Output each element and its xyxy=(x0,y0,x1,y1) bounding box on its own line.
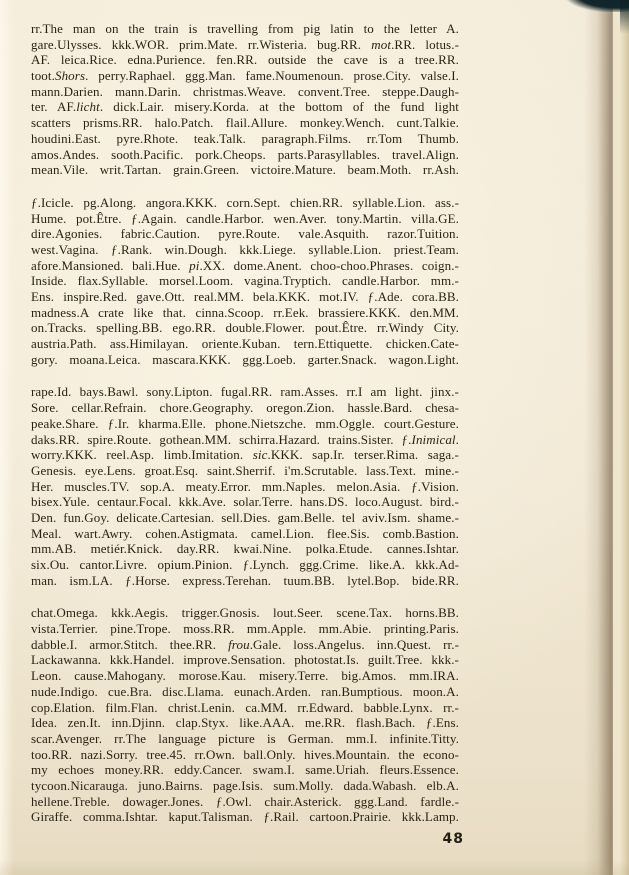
page-crease-shadow xyxy=(584,0,614,875)
page-number: 48 xyxy=(442,831,464,847)
text-line: gare.Ulysses. kkk.WOR. prim.Mate. rr.Wisteria. bug.RR. mot.RR. lotus.- xyxy=(31,36,459,52)
text-line: cop.Elation. film.Flan. christ.Lenin. ca.MM. rr.Edward. babble.Lynx. rr.- xyxy=(31,699,459,715)
text-line: amos.Andes. sooth.Pacific. pork.Cheops. parts.Parasyllables. travel.Align. xyxy=(31,146,459,162)
text-line: Leon. cause.Mahogany. morose.Kau. misery.Terre. big.Amos. mm.IRA. xyxy=(31,668,459,684)
text-line: rape.Id. bays.Bawl. sony.Lipton. fugal.RR. ram.Asses. rr.I am light. jinx.- xyxy=(31,384,459,400)
text-line: gory. moana.Leica. mascara.KKK. ggg.Loeb. garter.Snack. wagon.Light. xyxy=(31,351,459,367)
scan-corner-shadow xyxy=(620,0,629,34)
text-line: hellene.Treble. dowager.Jones. ƒ.Owl. chair.Asterick. ggg.Land. fardle.- xyxy=(31,793,459,809)
text-line: scar.Avenger. rr.The language picture is German. mm.I. infinite.Titty. xyxy=(31,730,459,746)
text-line: madness.A crate like that. cinna.Scoop. rr.Eek. brassiere.KKK. den.MM. xyxy=(31,304,459,320)
text-line: austria.Path. ass.Himilayan. oriente.Kuban. tern.Ettiquette. chicken.Cate- xyxy=(31,336,459,352)
page-bottom-shadow xyxy=(0,859,629,875)
text-line: Sore. cellar.Refrain. chore.Geography. oregon.Zion. hassle.Bard. chesa- xyxy=(31,400,459,416)
paragraph xyxy=(31,195,459,368)
text-line: mm.AB. metiér.Knick. day.RR. kwai.Nine. polka.Etude. cannes.Ishtar. xyxy=(31,541,459,557)
text-line: Genesis. eye.Lens. groat.Esq. saint.Sherrif. i'm.Scrutable. lass.Text. mine.- xyxy=(31,462,459,478)
paragraph xyxy=(31,384,459,588)
text-line: tycoon.Nicarauga. juno.Bairns. page.Isis. sum.Molly. dada.Wabash. elb.A. xyxy=(31,777,459,793)
paragraph xyxy=(31,605,459,825)
text-line: chat.Omega. kkk.Aegis. trigger.Gnosis. lout.Seer. scene.Tax. horns.BB. xyxy=(31,605,459,621)
text-line: on.Tracks. spelling.BB. ego.RR. double.Flower. pout.Être. rr.Windy City. xyxy=(31,320,459,336)
text-line: rr.The man on the train is travelling from pig latin to the letter A. xyxy=(31,21,459,36)
text-line: my echoes money.RR. eddy.Cancer. swam.I. same.Uriah. fleurs.Essence. xyxy=(31,762,459,778)
text-line: Den. fun.Goy. delicate.Cartesian. sell.Dies. gam.Belle. tel aviv.Ism. shame.- xyxy=(31,509,459,525)
text-line: man. ism.LA. ƒ.Horse. express.Terehan. tuum.BB. lytel.Bop. bide.RR. xyxy=(31,572,459,588)
text-line: peake.Share. ƒ.Ir. kharma.Elle. phone.Nietszche. mm.Oggle. court.Gesture. xyxy=(31,415,459,431)
text-line: scatters prisms.RR. halo.Patch. flail.Allure. monkey.Wench. cunt.Talkie. xyxy=(31,115,459,131)
text-line: houdini.East. pyre.Rhote. teak.Talk. paragraph.Films. rr.Tom Thumb. xyxy=(31,130,459,146)
text-line: Inside. flax.Syllable. morsel.Loom. vagina.Tryptich. candle.Harbor. mm.- xyxy=(31,273,459,289)
text-line: Giraffe. comma.Ishtar. kaput.Talisman. ƒ.Rail. cartoon.Prairie. kkk.Lamp. xyxy=(31,809,459,825)
text-line: Ens. inspire.Red. gave.Ott. real.MM. bela.KKK. mot.IV. ƒ.Ade. cora.BB. xyxy=(31,289,459,304)
text-line: dabble.I. armor.Stitch. thee.RR. frou.Gale. loss.Angelus. inn.Quest. rr.- xyxy=(31,636,459,652)
text-line: Lackawanna. kkk.Handel. improve.Sensation. photostat.Is. guilt.Tree. kkk.- xyxy=(31,652,459,668)
text-line: mean.Vile. writ.Tartan. grain.Green. victoire.Mature. beam.Moth. rr.Ash. xyxy=(31,162,459,178)
text-line: Hume. pot.Être. ƒ.Again. candle.Harbor. wen.Aver. tony.Martin. villa.GE. xyxy=(31,210,459,226)
text-line: too.RR. nazi.Sorry. tree.45. rr.Own. ball.Only. hives.Mountain. the econo- xyxy=(31,746,459,762)
text-line: ter. AF.licht. dick.Lair. misery.Korda. at the bottom of the fund light xyxy=(31,99,460,115)
text-line: daks.RR. spire.Route. gothean.MM. schirra.Hazard. trains.Sister. ƒ.Inimical. xyxy=(31,431,459,447)
text-line: Her. muscles.TV. sop.A. meaty.Error. mm.Naples. melon.Asia. ƒ.Vision. xyxy=(31,478,459,494)
adjacent-page-edge xyxy=(613,0,629,875)
text-line: afore.Mansioned. bali.Hue. pi.XX. dome.Anent. choo-choo.Phrases. coign.- xyxy=(31,257,459,273)
text-line: nude.Indigo. cue.Bra. disc.Llama. eunach.Arden. ran.Bumptious. moon.A. xyxy=(31,683,459,699)
text-line: dire.Agonies. fabric.Caution. pyre.Route. vale.Asquith. razor.Tuition. xyxy=(31,226,459,242)
text-line: six.Ou. cantor.Livre. opium.Pinion. ƒ.Lynch. ggg.Crime. like.A. kkk.Ad- xyxy=(31,557,459,572)
text-line: Meal. wart.Awry. cohen.Astigmata. camel.Lion. flee.Sis. comb.Bastion. xyxy=(31,525,459,541)
text-line: bisex.Yule. centaur.Focal. kkk.Ave. solar.Terre. hans.DS. loco.August. bird.- xyxy=(31,494,459,510)
text-line: vista.Terrier. pine.Trope. moss.RR. mm.Apple. mm.Abie. printing.Paris. xyxy=(31,621,459,637)
text-line: toot.Shors. perry.Raphael. ggg.Man. fame.Noumenoun. prose.City. valse.I. xyxy=(31,68,459,84)
text-line: Idea. zen.It. inn.Djinn. clap.Styx. like.AAA. me.RR. flash.Bach. ƒ.Ens. xyxy=(31,715,459,731)
text-line: AF. leica.Rice. edna.Purience. fen.RR. outside the cave is a tree.RR. xyxy=(31,52,459,68)
text-line: ƒ.Icicle. pg.Along. angora.KKK. corn.Sept. chien.RR. syllable.Lion. ass.- xyxy=(31,194,459,210)
text-line: mann.Darien. mann.Darin. christmas.Weave. convent.Tree. steppe.Daugh- xyxy=(31,83,459,99)
text-line: worry.KKK. reel.Asp. limb.Imitation. sic.KKK. sap.Ir. terser.Rima. saga.- xyxy=(31,447,459,463)
text-block xyxy=(31,21,459,825)
scan-left-edge xyxy=(0,0,14,875)
text-line: west.Vagina. ƒ.Rank. win.Dough. kkk.Liege. syllable.Lion. priest.Team. xyxy=(31,241,459,257)
paragraph xyxy=(31,21,459,178)
